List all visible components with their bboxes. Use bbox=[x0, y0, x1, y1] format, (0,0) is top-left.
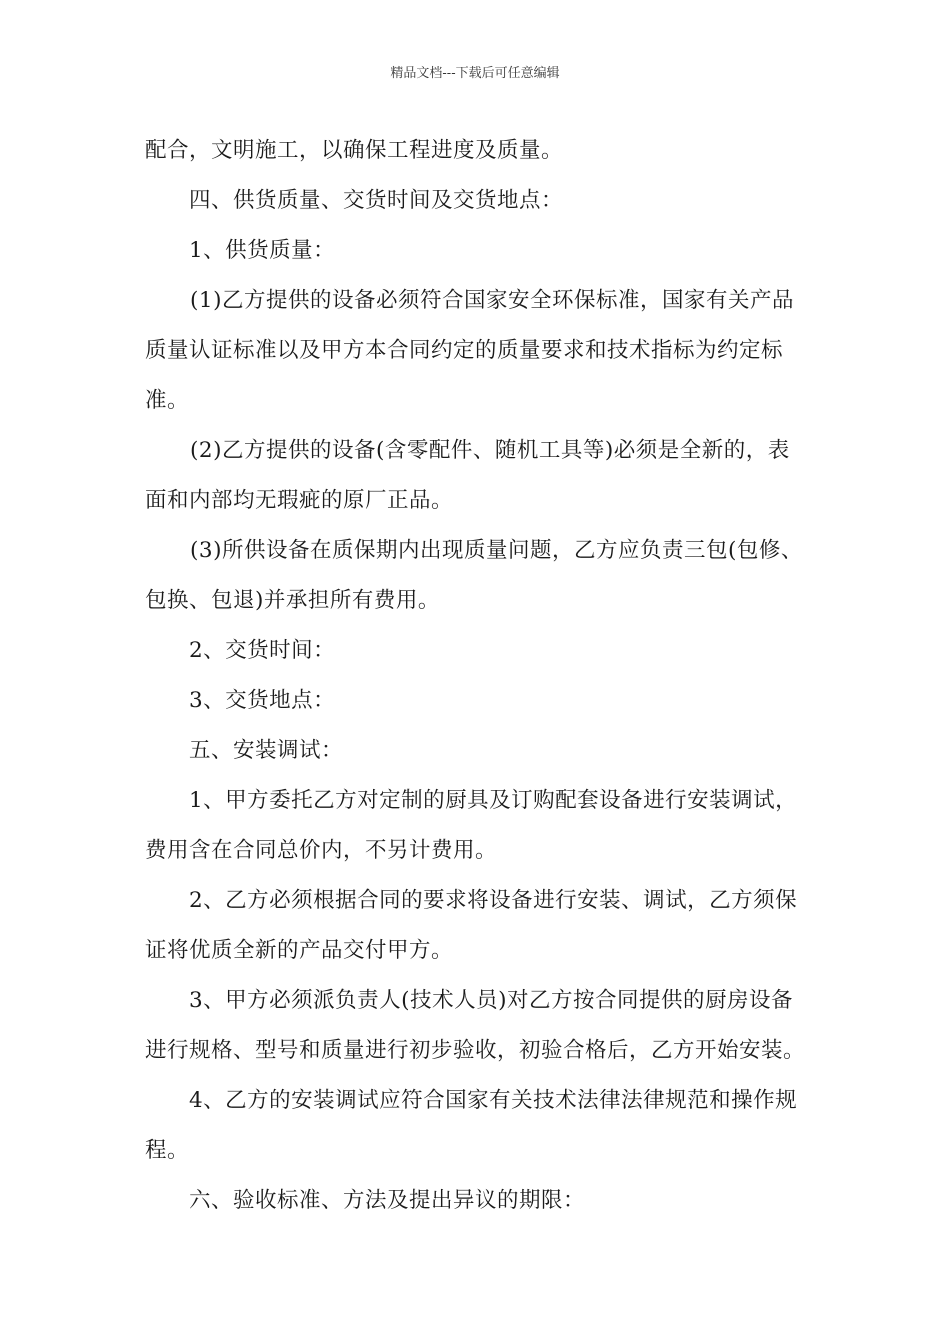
subsection-heading: 3、交货地点： bbox=[189, 688, 336, 713]
text-line: 1、甲方委托乙方对定制的厨具及订购配套设备进行安装调试， bbox=[189, 788, 798, 813]
subsection-heading: 1、供货质量： bbox=[189, 238, 336, 263]
text-line: (1)乙方提供的设备必须符合国家安全环保标准，国家有关产品 bbox=[190, 288, 794, 313]
section-heading: 四、供货质量、交货时间及交货地点： bbox=[189, 188, 564, 213]
text-line: 质量认证标准以及甲方本合同约定的质量要求和技术指标为约定标 bbox=[145, 338, 784, 363]
text-line: 程。 bbox=[145, 1138, 190, 1163]
subsection-heading: 2、交货时间： bbox=[189, 638, 336, 663]
text-line: (2)乙方提供的设备(含零配件、随机工具等)必须是全新的，表 bbox=[190, 438, 790, 463]
text-line: 2、乙方必须根据合同的要求将设备进行安装、调试，乙方须保 bbox=[189, 888, 798, 913]
text-line: 费用含在合同总价内，不另计费用。 bbox=[145, 838, 498, 863]
text-line: (3)所供设备在质保期内出现质量问题，乙方应负责三包(包修、 bbox=[190, 538, 803, 563]
text-line: 准。 bbox=[145, 388, 190, 413]
section-heading: 六、验收标准、方法及提出异议的期限： bbox=[189, 1188, 586, 1213]
section-heading: 五、安装调试： bbox=[189, 738, 344, 763]
text-line: 证将优质全新的产品交付甲方。 bbox=[145, 938, 454, 963]
text-line: 包换、包退)并承担所有费用。 bbox=[145, 588, 440, 613]
text-line: 4、乙方的安装调试应符合国家有关技术法律法律规范和操作规 bbox=[189, 1088, 798, 1113]
document-body bbox=[145, 126, 845, 1226]
text-line: 配合，文明施工，以确保工程进度及质量。 bbox=[145, 138, 564, 163]
text-line: 面和内部均无瑕疵的原厂正品。 bbox=[145, 488, 454, 513]
text-line: 进行规格、型号和质量进行初步验收，初验合格后，乙方开始安装。 bbox=[145, 1038, 806, 1063]
text-line: 3、甲方必须派负责人(技术人员)对乙方按合同提供的厨房设备 bbox=[189, 988, 793, 1013]
page-header: 精品文档---下载后可任意编辑 bbox=[390, 66, 560, 81]
